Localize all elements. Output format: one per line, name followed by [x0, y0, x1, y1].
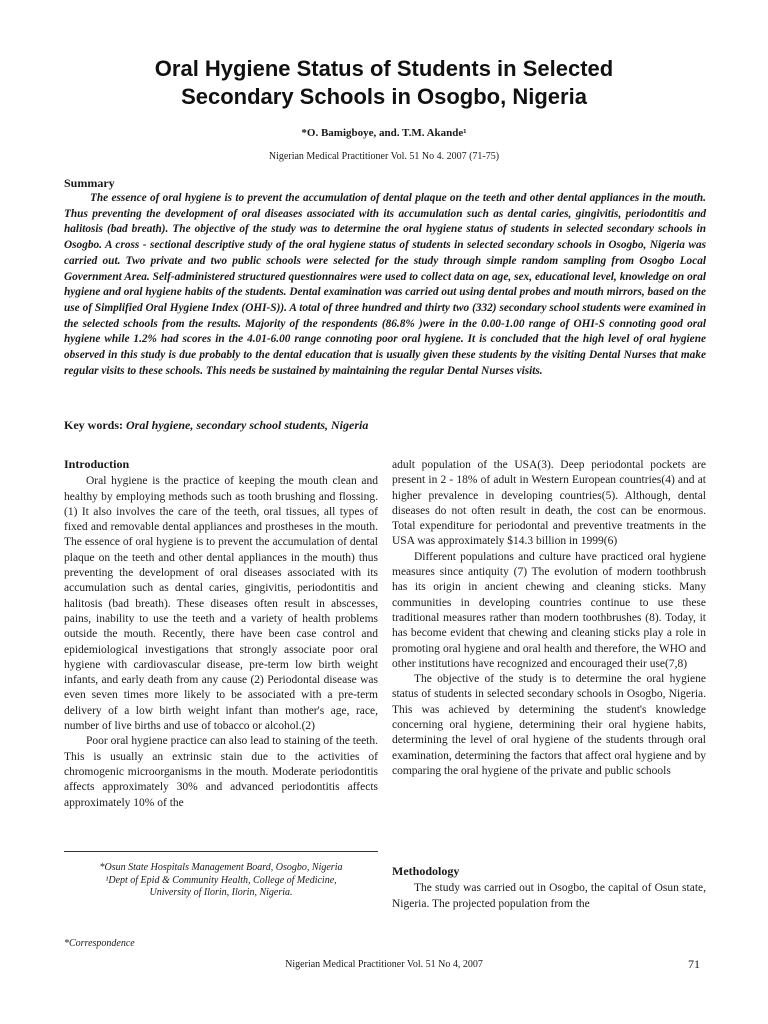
- introduction-paragraph-3: adult population of the USA(3). Deep periodontal pockets are present in 2 - 18% of adult in Western European countries(4) and at higher prevalence in developing countries(5). Although, dental diseases do not often result in death, the cost can be enormous. Total expenditure for periodontal and preventive treatments in the USA was approximately $14.3 billion in 1999(6): [392, 459, 706, 548]
- correspondence-note: *Correspondence: [64, 938, 135, 949]
- article-title: [60, 55, 708, 111]
- right-column: [392, 458, 706, 779]
- footnote-line-1: *Osun State Hospitals Management Board, Osogbo, Nigeria: [99, 862, 343, 873]
- introduction-paragraph-4: Different populations and culture have practiced oral hygiene measures since antiquity (7) The evolution of modern toothbrush has its origin in ancient chewing and cleaning sticks. Many communities in developing countries continue to use these traditional measures rather than modern toothbrushes (8). Today, it has become evident that chewing and cleaning sticks play a role in promoting oral hygiene and oral health and therefore, the WHO and other institutions have recognized and encouraged their use(7,8): [392, 550, 706, 670]
- page-footer-journal: Nigerian Medical Practitioner Vol. 51 No 4, 2007: [285, 959, 483, 970]
- page-number: 71: [688, 957, 700, 971]
- methodology-section: [392, 864, 706, 912]
- affiliation-footnotes: [64, 851, 378, 900]
- left-column: [64, 457, 378, 811]
- article-title-line-1: Oral Hygiene Status of Students in Selected: [154, 55, 614, 81]
- summary-heading: Summary: [64, 176, 115, 190]
- keywords: [64, 418, 706, 433]
- article-title-line-2: Secondary Schools in Osogbo, Nigeria: [181, 83, 587, 109]
- methodology-heading: Methodology: [392, 864, 460, 878]
- methodology-paragraph-1: The study was carried out in Osogbo, the capital of Osun state, Nigeria. The projected population from the: [392, 882, 706, 910]
- journal-citation: Nigerian Medical Practitioner Vol. 51 No 4. 2007 (71-75): [268, 151, 500, 162]
- footnote-line-2: ¹Dept of Epid & Community Health, College of Medicine,: [105, 874, 337, 886]
- keywords-label: Key words:: [64, 418, 123, 432]
- keywords-text: Oral hygiene, secondary school students, Nigeria: [126, 418, 369, 432]
- author-list: *O. Bamigboye, and. T.M. Akande¹: [301, 127, 467, 139]
- introduction-paragraph-5: The objective of the study is to determine the oral hygiene status of students in selected secondary schools in Osogbo, Nigeria. This was achieved by determining the student's knowledge concerning oral hygiene, determining their oral hygiene habits, determining the level of oral hygiene of the students through oral examination, determining the factors that affect oral hygiene and by comparing the oral hygiene of the private and public schools: [392, 673, 706, 777]
- introduction-paragraph-1: Oral hygiene is the practice of keeping the mouth clean and healthy by employing methods such as tooth brushing and flossing.(1) It also involves the care of the teeth, oral tissues, all types of fixed and removable dental appliances and prostheses in the mouth. The essence of oral hygiene is to prevent the accumulation of dental plaque on the teeth and other dental appliances in the mouth) thus preventing the development of oral diseases associated with its accumulation such as dental caries, gingivitis, periodontitis and halitosis (bad breath). These diseases often result in abscesses, pains, inability to use the teeth and a variety of health problems outside the mouth. Recently, there have been case control and epidemiological investigations that strongly associate poor oral hygiene with cardiovascular disease, pre-term low birth weight infants, and early death from any cause (2) Periodontal disease was even seven times more likely to be associated with a pre-term delivery of a low birth weight infant than mother's age, race, number of live births and use of tobacco or alcohol.(2): [64, 475, 378, 733]
- footnote-line-3: University of Ilorin, Ilorin, Nigeria.: [149, 887, 293, 898]
- introduction-heading: Introduction: [64, 457, 130, 471]
- summary-abstract: The essence of oral hygiene is to prevent the accumulation of dental plaque on the teeth and other dental appliances in the mouth. Thus preventing the development of oral diseases associated with its accumulation such as dental caries, gingivitis, periodontitis and halitosis (bad breath). The objective of the study was to determine the oral hygiene status of students in selected secondary schools in Osogbo. A cross - sectional descriptive study of the oral hygiene status of students in selected secondary schools in Osogbo, Nigeria was carried out. Two private and two public schools were selected for the study through simple random sampling from Osogbo Local Government Area. Self-administered structured questionnaires were used to collect data on age, sex, educational level, knowledge on oral hygiene and oral hygiene habits of the students. Dental examination was carried out using dental probes and mouth mirrors, based on the use of Simplified Oral Hygiene Index (OHI-S)). A total of three hundred and thirty two (332) secondary school students were examined in the selected schools from the results. Majority of the respondents (86.8% )were in the 0.00-1.00 range of OHI-S connoting good oral hygiene while 1.2% had scores in the 4.01-6.00 range connoting poor oral hygiene. It is concluded that the high level of oral hygiene observed in this study is due probably to the dental education that is usually given these students by the visiting Dental Nurses that make regular visits to these schools. This needs be sustained by maintaining the regular Dental Nurses visits.: [64, 192, 706, 377]
- introduction-paragraph-2: Poor oral hygiene practice can also lead to staining of the teeth. This is usually an extrinsic stain due to the activities of chromogenic microorganisms in the mouth. Moderate periodontitis affects approximately 30% and advanced periodontitis affects approximately 10% of the: [64, 735, 378, 809]
